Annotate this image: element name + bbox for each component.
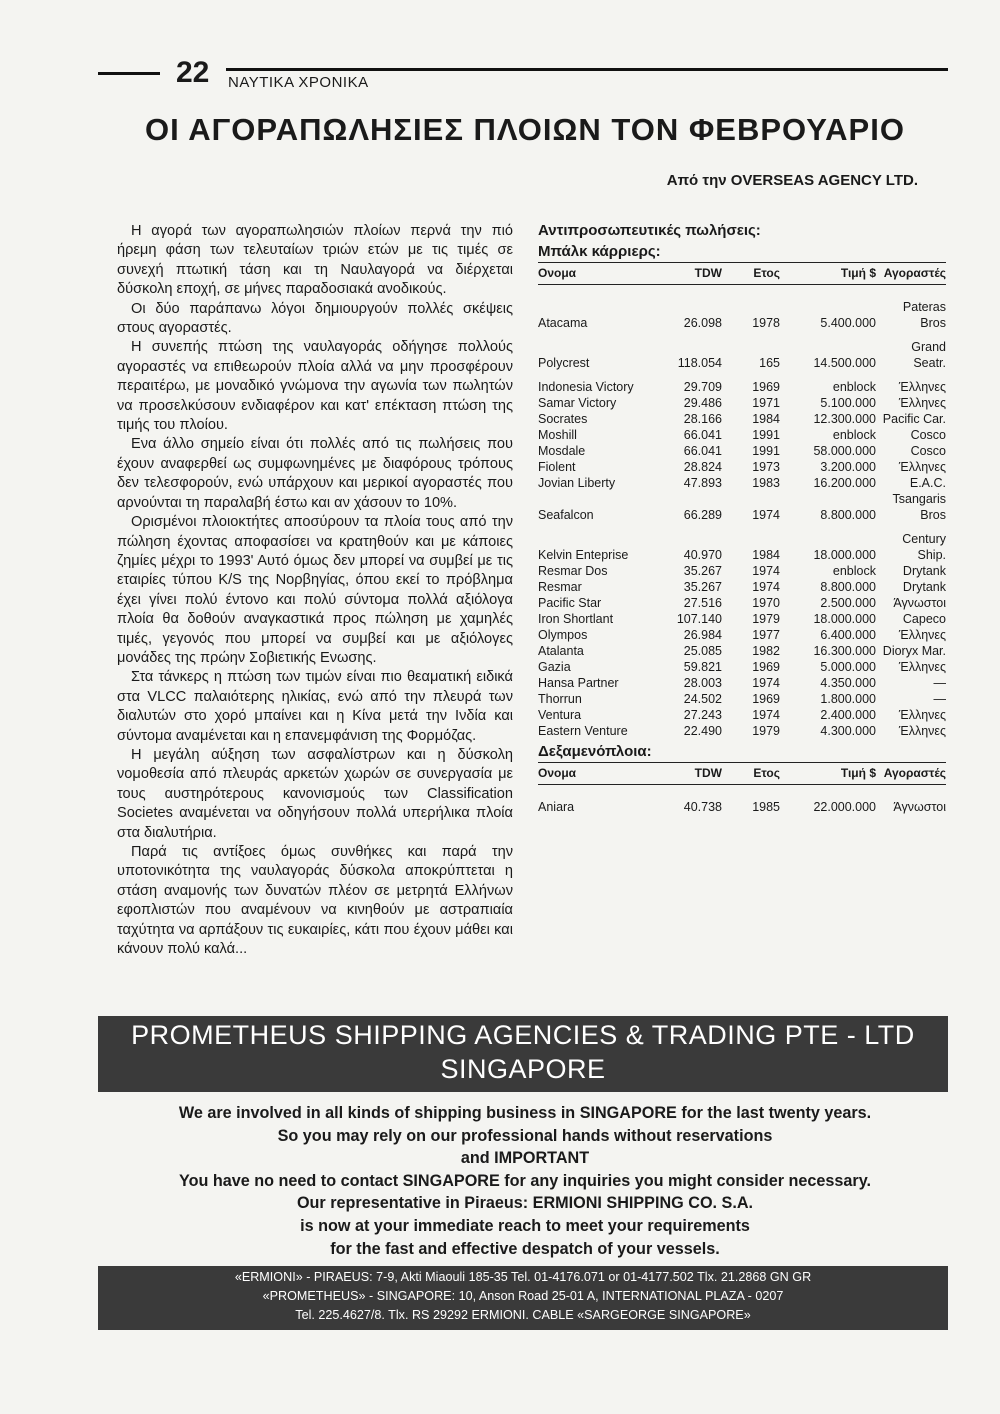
bulk-carriers-heading: Μπάλκ κάρριερς: bbox=[538, 243, 661, 260]
cell-price: 18.000.000 bbox=[813, 612, 876, 626]
tankers-table bbox=[538, 799, 946, 815]
advert-line: We are involved in all kinds of shipping business in SINGAPORE for the last twenty years. bbox=[178, 1104, 872, 1122]
cell-tdw: 118.054 bbox=[677, 356, 722, 370]
table-row bbox=[538, 395, 946, 411]
advert-banner bbox=[98, 1016, 948, 1092]
cell-year: 1969 bbox=[752, 692, 780, 706]
cell-buyer: Έλληνες bbox=[898, 460, 946, 474]
col-header-price: Τιμή $ bbox=[840, 266, 876, 280]
tankers-heading: Δεξαμενόπλοια: bbox=[538, 743, 652, 760]
table-row bbox=[538, 579, 946, 595]
cell-tdw: 107.140 bbox=[676, 612, 722, 626]
cell-year: 1973 bbox=[752, 460, 780, 474]
cell-price: enblock bbox=[832, 380, 876, 394]
table-row bbox=[538, 611, 946, 627]
cell-buyer: Έλληνες bbox=[898, 724, 946, 738]
table-row bbox=[538, 443, 946, 459]
cell-tdw: 28.166 bbox=[683, 412, 722, 426]
cell-name: Thorrun bbox=[538, 692, 582, 706]
cell-year: 1979 bbox=[752, 724, 780, 738]
cell-price: 16.300.000 bbox=[813, 644, 876, 658]
cell-buyer: Pacific Car. bbox=[882, 412, 946, 426]
cell-year: 1970 bbox=[752, 596, 780, 610]
article-paragraph: Παρά τις αντίξοες όμως συνθήκες και παρά την υποτονικότητα της ναυλαγοράς δύσκολα αποκρύπτεται η στάση αναμονής των δυνατών πλέον σε μετρητά Ελλήνων εφοπλιστών που αναμένουν να κινηθούν με αστραπιαία ταχύτητα να αρπάξουν τις ευκαιρίες, κάτι που έχουν μάθει και κάνουν πολύ καλά... bbox=[117, 844, 513, 958]
article-paragraph: Η συνεπής πτώση της ναυλαγοράς οδήγησε πολλούς αγοραστές να επιθεωρούν πλοία αλλά να μην προσφέρουν περαιτέρω, με μοναδικό γνώμονα την αγωνία των πωλητών να προσελκύσουν ενδιαφέρον και κατ' επέκταση πτώση της τιμής του πλοίου. bbox=[117, 339, 513, 434]
cell-tdw: 22.490 bbox=[683, 724, 722, 738]
cell-buyer: Έλληνες bbox=[898, 660, 946, 674]
cell-tdw: 40.738 bbox=[683, 800, 722, 814]
table-row bbox=[538, 339, 946, 371]
table-row bbox=[538, 627, 946, 643]
cell-name: Atalanta bbox=[538, 644, 584, 658]
cell-tdw: 24.502 bbox=[683, 692, 722, 706]
table-row bbox=[538, 595, 946, 611]
article-paragraph: Ορισμένοι πλοιοκτήτες αποσύρουν τα πλοία τους από την πώληση έχοντας αποφασίσει να κρατηθούν και με κάποιες ζημίες μέχρι το 1993' Αυτό όμως δεν μπορεί να συμβεί με τις εταιρίες τύπου K/S της Νορβηγίας, όπου εκεί το πρόβλημα έχει γίνει πολύ έντονο και πολύ σύντομα πολλά αξιόλογα πλοία θα δοθούν αναγκαστικά προς πώληση με χαμηλές τιμές, γεγονός που μπορεί να συμβεί και με αξιόλογες μονάδες της πρώην Σοβιετικής Ενωσης. bbox=[117, 514, 513, 666]
cell-tdw: 26.984 bbox=[683, 628, 722, 642]
article-paragraph: Στα τάνκερς η πτώση των τιμών είναι πιο θεαματική ειδικά στα VLCC παλαιότερης ηλικίας, ενώ από την πλευρά των διαλυτών στο χορό μπαίνει και η Κίνα μετά την Ινδία και σύντομα αναμένεται και η επανεμφάνιση της Φορμόζας. bbox=[117, 669, 513, 744]
cell-price: enblock bbox=[832, 564, 876, 578]
cell-name: Olympos bbox=[538, 628, 588, 642]
cell-year: 1974 bbox=[752, 708, 780, 722]
cell-price: 5.100.000 bbox=[820, 396, 876, 410]
advert-line: is now at your immediate reach to meet your requirements bbox=[300, 1216, 750, 1235]
cell-buyer: Άγνωστοι bbox=[893, 596, 946, 610]
cell-name: Hansa Partner bbox=[538, 676, 619, 690]
cell-tdw: 25.085 bbox=[683, 644, 722, 658]
cell-year: 1991 bbox=[752, 428, 780, 442]
cell-buyer: Cosco bbox=[910, 444, 946, 458]
cell-price: 8.800.000 bbox=[820, 580, 876, 594]
cell-year: 1974 bbox=[752, 564, 780, 578]
cell-price: enblock bbox=[832, 428, 876, 442]
cell-name: Indonesia Victory bbox=[538, 380, 634, 394]
contact-line: «ERMIONI» - PIRAEUS: 7-9, Akti Miaouli 185-35 Tel. 01-4176.071 or 01-4177.502 Tlx. 21.2868 GN GR bbox=[234, 1270, 812, 1284]
col-header-tdw: TDW bbox=[694, 266, 722, 280]
advert-line: for the fast and effective despatch of your vessels. bbox=[330, 1239, 720, 1258]
cell-buyer: Έλληνες bbox=[898, 380, 946, 394]
cell-year: 165 bbox=[759, 356, 780, 370]
cell-price: 4.350.000 bbox=[820, 676, 876, 690]
cell-buyer: Έλληνες bbox=[898, 708, 946, 722]
cell-year: 1974 bbox=[752, 676, 780, 690]
cell-year: 1974 bbox=[752, 580, 780, 594]
advert-line: and IMPORTANT bbox=[460, 1149, 590, 1168]
contact-line: Tel. 225.4627/8. Tlx. RS 29292 ERMIONI. CABLE «SARGEORGE SINGAPORE» bbox=[295, 1308, 751, 1322]
cell-buyer: Drytank bbox=[902, 564, 946, 578]
cell-year: 1969 bbox=[752, 660, 780, 674]
cell-price: 16.200.000 bbox=[813, 476, 876, 490]
table-row bbox=[538, 491, 946, 523]
contact-line: «PROMETHEUS» - SINGAPORE: 10, Anson Road 25-01 A, INTERNATIONAL PLAZA - 0207 bbox=[262, 1289, 784, 1303]
cell-year: 1984 bbox=[752, 548, 780, 562]
bulk-table-header bbox=[538, 263, 946, 285]
cell-year: 1979 bbox=[752, 612, 780, 626]
col-header-name: Ονομα bbox=[538, 766, 577, 780]
cell-year: 1985 bbox=[752, 800, 780, 814]
cell-buyer: Drytank bbox=[902, 580, 946, 594]
cell-price: 2.500.000 bbox=[820, 596, 876, 610]
article-body-left-column bbox=[117, 222, 513, 959]
table-row bbox=[538, 691, 946, 707]
cell-name: Atacama bbox=[538, 316, 588, 330]
cell-name: Kelvin Enteprise bbox=[538, 548, 629, 562]
cell-name: Seafalcon bbox=[538, 508, 594, 522]
cell-buyer: Grand Seatr. bbox=[911, 340, 946, 370]
cell-buyer: Capeco bbox=[902, 612, 946, 626]
col-header-price: Τιμή $ bbox=[840, 766, 876, 780]
table-row bbox=[538, 659, 946, 675]
cell-price: 8.800.000 bbox=[820, 508, 876, 522]
advert-contact-bar bbox=[98, 1266, 948, 1330]
representative-sales-heading: Αντιπροσωπευτικές πωλήσεις: bbox=[538, 222, 761, 239]
col-header-tdw: TDW bbox=[694, 766, 722, 780]
cell-price: 2.400.000 bbox=[820, 708, 876, 722]
cell-tdw: 66.041 bbox=[683, 428, 722, 442]
table-row bbox=[538, 563, 946, 579]
cell-name: Polycrest bbox=[538, 356, 590, 370]
cell-name: Mosdale bbox=[538, 444, 586, 458]
cell-price: 6.400.000 bbox=[820, 628, 876, 642]
advert-company-location: SINGAPORE bbox=[440, 1054, 606, 1084]
tanker-table-header bbox=[538, 763, 946, 785]
cell-tdw: 29.709 bbox=[683, 380, 722, 394]
cell-price: 3.200.000 bbox=[820, 460, 876, 474]
cell-name: Resmar bbox=[538, 580, 582, 594]
cell-year: 1983 bbox=[752, 476, 780, 490]
cell-tdw: 27.516 bbox=[683, 596, 722, 610]
cell-buyer: Century Ship. bbox=[902, 532, 946, 562]
header-rule-right bbox=[226, 68, 948, 71]
advert-line: You have no need to contact SINGAPORE for any inquiries you might consider necessary. bbox=[178, 1171, 871, 1190]
cell-tdw: 26.098 bbox=[683, 316, 722, 330]
cell-tdw: 28.824 bbox=[683, 460, 722, 474]
cell-tdw: 40.970 bbox=[683, 548, 722, 562]
table-row bbox=[538, 379, 946, 395]
cell-year: 1974 bbox=[752, 508, 780, 522]
cell-buyer: E.A.C. bbox=[909, 476, 946, 490]
col-header-year: Ετος bbox=[753, 266, 780, 280]
cell-buyer: — bbox=[933, 676, 946, 690]
article-byline: Από την OVERSEAS AGENCY LTD. bbox=[666, 172, 918, 189]
col-header-buyer: Αγοραστές bbox=[883, 766, 946, 780]
cell-name: Pacific Star bbox=[538, 596, 602, 610]
cell-price: 1.800.000 bbox=[820, 692, 876, 706]
cell-price: 14.500.000 bbox=[813, 356, 876, 370]
cell-year: 1977 bbox=[752, 628, 780, 642]
cell-buyer: — bbox=[933, 692, 946, 706]
table-row bbox=[538, 459, 946, 475]
cell-tdw: 66.041 bbox=[683, 444, 722, 458]
article-paragraph: Ενα άλλο σημείο είναι ότι πολλές από τις πωλήσεις που έχουν αναφερθεί ως συμφωνημένες με διαφόρους τρόπους δεν τελεσφορούν, ενώ υπάρχουν και μερικοί αγοραστές που αρνούνται τη παραλαβή έστω και αν χάσουν το 10%. bbox=[117, 436, 513, 511]
table-row bbox=[538, 723, 946, 739]
article-paragraph: Η μεγάλη αύξηση των ασφαλίστρων και η δύσκολη νομοθεσία από πλευράς αρκετών χωρών σε συνεργασία με τους αυστηρότερους κανονισμούς των Classification Societes αναμένεται να οδηγήσουν πολλά υπερήλικα πλοία στα διαλυτήρια. bbox=[117, 746, 513, 841]
cell-price: 5.400.000 bbox=[820, 316, 876, 330]
cell-year: 1969 bbox=[752, 380, 780, 394]
cell-name: Fiolent bbox=[538, 460, 576, 474]
page-header bbox=[98, 58, 948, 92]
advert-line: Our representative in Piraeus: ERMIONI SHIPPING CO. S.A. bbox=[296, 1194, 754, 1213]
cell-year: 1978 bbox=[752, 316, 780, 330]
article-paragraph: Οι δύο παράπανω λόγοι δημιουργούν πολλές σκέψεις στους αγοραστές. bbox=[117, 300, 513, 337]
table-row bbox=[538, 799, 946, 815]
cell-price: 12.300.000 bbox=[813, 412, 876, 426]
cell-year: 1971 bbox=[752, 396, 780, 410]
table-row bbox=[538, 427, 946, 443]
col-header-name: Ονομα bbox=[538, 266, 577, 280]
cell-year: 1991 bbox=[752, 444, 780, 458]
header-rule-left bbox=[98, 72, 160, 75]
cell-year: 1984 bbox=[752, 412, 780, 426]
cell-name: Ventura bbox=[538, 708, 582, 722]
cell-year: 1982 bbox=[752, 644, 780, 658]
cell-name: Resmar Dos bbox=[538, 564, 608, 578]
cell-price: 58.000.000 bbox=[813, 444, 876, 458]
article-body-right-column bbox=[538, 216, 946, 815]
page-number: 22 bbox=[176, 56, 210, 89]
table-row bbox=[538, 643, 946, 659]
cell-name: Samar Victory bbox=[538, 396, 617, 410]
table-row bbox=[538, 411, 946, 427]
cell-tdw: 28.003 bbox=[683, 676, 722, 690]
cell-price: 18.000.000 bbox=[813, 548, 876, 562]
cell-tdw: 35.267 bbox=[683, 580, 722, 594]
table-row bbox=[538, 531, 946, 563]
cell-name: Jovian Liberty bbox=[538, 476, 616, 490]
cell-buyer: Άγνωστοι bbox=[893, 800, 946, 814]
cell-name: Iron Shortlant bbox=[538, 612, 614, 626]
cell-buyer: Pateras Bros bbox=[902, 300, 946, 330]
col-header-year: Ετος bbox=[753, 766, 780, 780]
cell-tdw: 66.289 bbox=[683, 508, 722, 522]
bulk-carriers-table bbox=[538, 299, 946, 739]
cell-price: 4.300.000 bbox=[820, 724, 876, 738]
cell-name: Moshill bbox=[538, 428, 577, 442]
cell-tdw: 27.243 bbox=[683, 708, 722, 722]
article-title: ΟΙ ΑΓΟΡΑΠΩΛΗΣΙΕΣ ΠΛΟΙΩΝ ΤΟΝ ΦΕΒΡΟΥΑΡΙΟ bbox=[145, 112, 905, 147]
cell-buyer: Έλληνες bbox=[898, 396, 946, 410]
cell-buyer: Dioryx Mar. bbox=[882, 644, 946, 658]
advert-line: So you may rely on our professional hands without reservations bbox=[277, 1126, 773, 1145]
table-row bbox=[538, 707, 946, 723]
publication-name: ΝΑΥΤΙΚΑ ΧΡΟΝΙΚΑ bbox=[228, 74, 369, 91]
table-row bbox=[538, 299, 946, 331]
col-header-buyer: Αγοραστές bbox=[883, 266, 946, 280]
cell-name: Aniara bbox=[538, 800, 575, 814]
cell-price: 22.000.000 bbox=[813, 800, 876, 814]
cell-tdw: 35.267 bbox=[683, 564, 722, 578]
cell-buyer: Έλληνες bbox=[898, 628, 946, 642]
table-row bbox=[538, 475, 946, 491]
cell-tdw: 29.486 bbox=[683, 396, 722, 410]
advert-text bbox=[100, 1102, 950, 1260]
article-paragraph: Η αγορά των αγοραπωλησιών πλοίων περνά την πιό ήρεμη φάση των τελευταίων τριών ετών με τις τιμές σε συνεχή πτωτική τάση και τη Ναυλαγορά να διέρχεται δύσκολη εποχή, σε μήνες παραδοσιακά ανοδικούς. bbox=[117, 223, 513, 298]
cell-buyer: Cosco bbox=[910, 428, 946, 442]
cell-price: 5.000.000 bbox=[820, 660, 876, 674]
cell-name: Socrates bbox=[538, 412, 588, 426]
cell-tdw: 47.893 bbox=[683, 476, 722, 490]
cell-buyer: Tsangaris Bros bbox=[892, 492, 946, 522]
cell-name: Eastern Venture bbox=[538, 724, 628, 738]
cell-name: Gazia bbox=[538, 660, 571, 674]
table-row bbox=[538, 675, 946, 691]
cell-tdw: 59.821 bbox=[683, 660, 722, 674]
advert-company-name: PROMETHEUS SHIPPING AGENCIES & TRADING PTE - LTD bbox=[131, 1020, 915, 1050]
